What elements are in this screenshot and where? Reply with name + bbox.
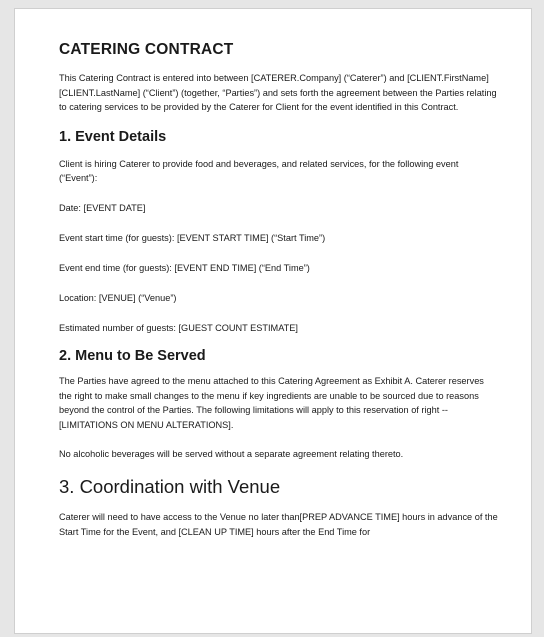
intro-paragraph: This Catering Contract is entered into between [CATERER.Company] (“Caterer”) and [CLIENT.FirstName] [CLIENT.LastName] (“Client”) (together, “Parties”) and sets forth the agreement between the Parties relating to catering services to be provided by the Caterer for Client for the event identified in this Contract. — [59, 73, 497, 113]
event-details-intro: Client is hiring Caterer to provide food and beverages, and related services, for the following event (“Event”): — [59, 158, 459, 184]
venue-paragraph: Caterer will need to have access to the Venue no later than[PREP ADVANCE TIME] hours in advance of the Start Time for the Event, and [CLEAN UP TIME] hours after the End Time for — [59, 511, 498, 537]
event-end-time-line: Event end time (for guests): [EVENT END TIME] (“End Time”) — [59, 262, 310, 273]
event-location-line: Location: [VENUE] (“Venue”) — [59, 292, 177, 303]
section-heading-event-details: 1. Event Details — [59, 128, 167, 145]
event-start-time-line: Event start time (for guests): [EVENT START TIME] (“Start Time”) — [59, 232, 326, 243]
event-date-line: Date: [EVENT DATE] — [59, 202, 146, 213]
document-content — [59, 41, 499, 539]
section-heading-menu: 2. Menu to Be Served — [59, 347, 206, 364]
guest-count-line: Estimated number of guests: [GUEST COUNT ESTIMATE] — [59, 322, 298, 333]
document-title: CATERING CONTRACT — [59, 41, 234, 58]
alcohol-paragraph: No alcoholic beverages will be served without a separate agreement relating thereto. — [59, 449, 404, 460]
section-heading-venue: 3. Coordination with Venue — [59, 475, 281, 497]
menu-paragraph: The Parties have agreed to the menu attached to this Catering Agreement as Exhibit A. Caterer reserves the right to make small changes to the menu if key ingredients are unable to be sourced due to reasons beyond the control of the Parties. The following limitations will apply to this reservation of right -- [LIMITATIONS ON MENU ALTERATIONS]. — [59, 375, 484, 430]
document-page — [14, 8, 532, 634]
